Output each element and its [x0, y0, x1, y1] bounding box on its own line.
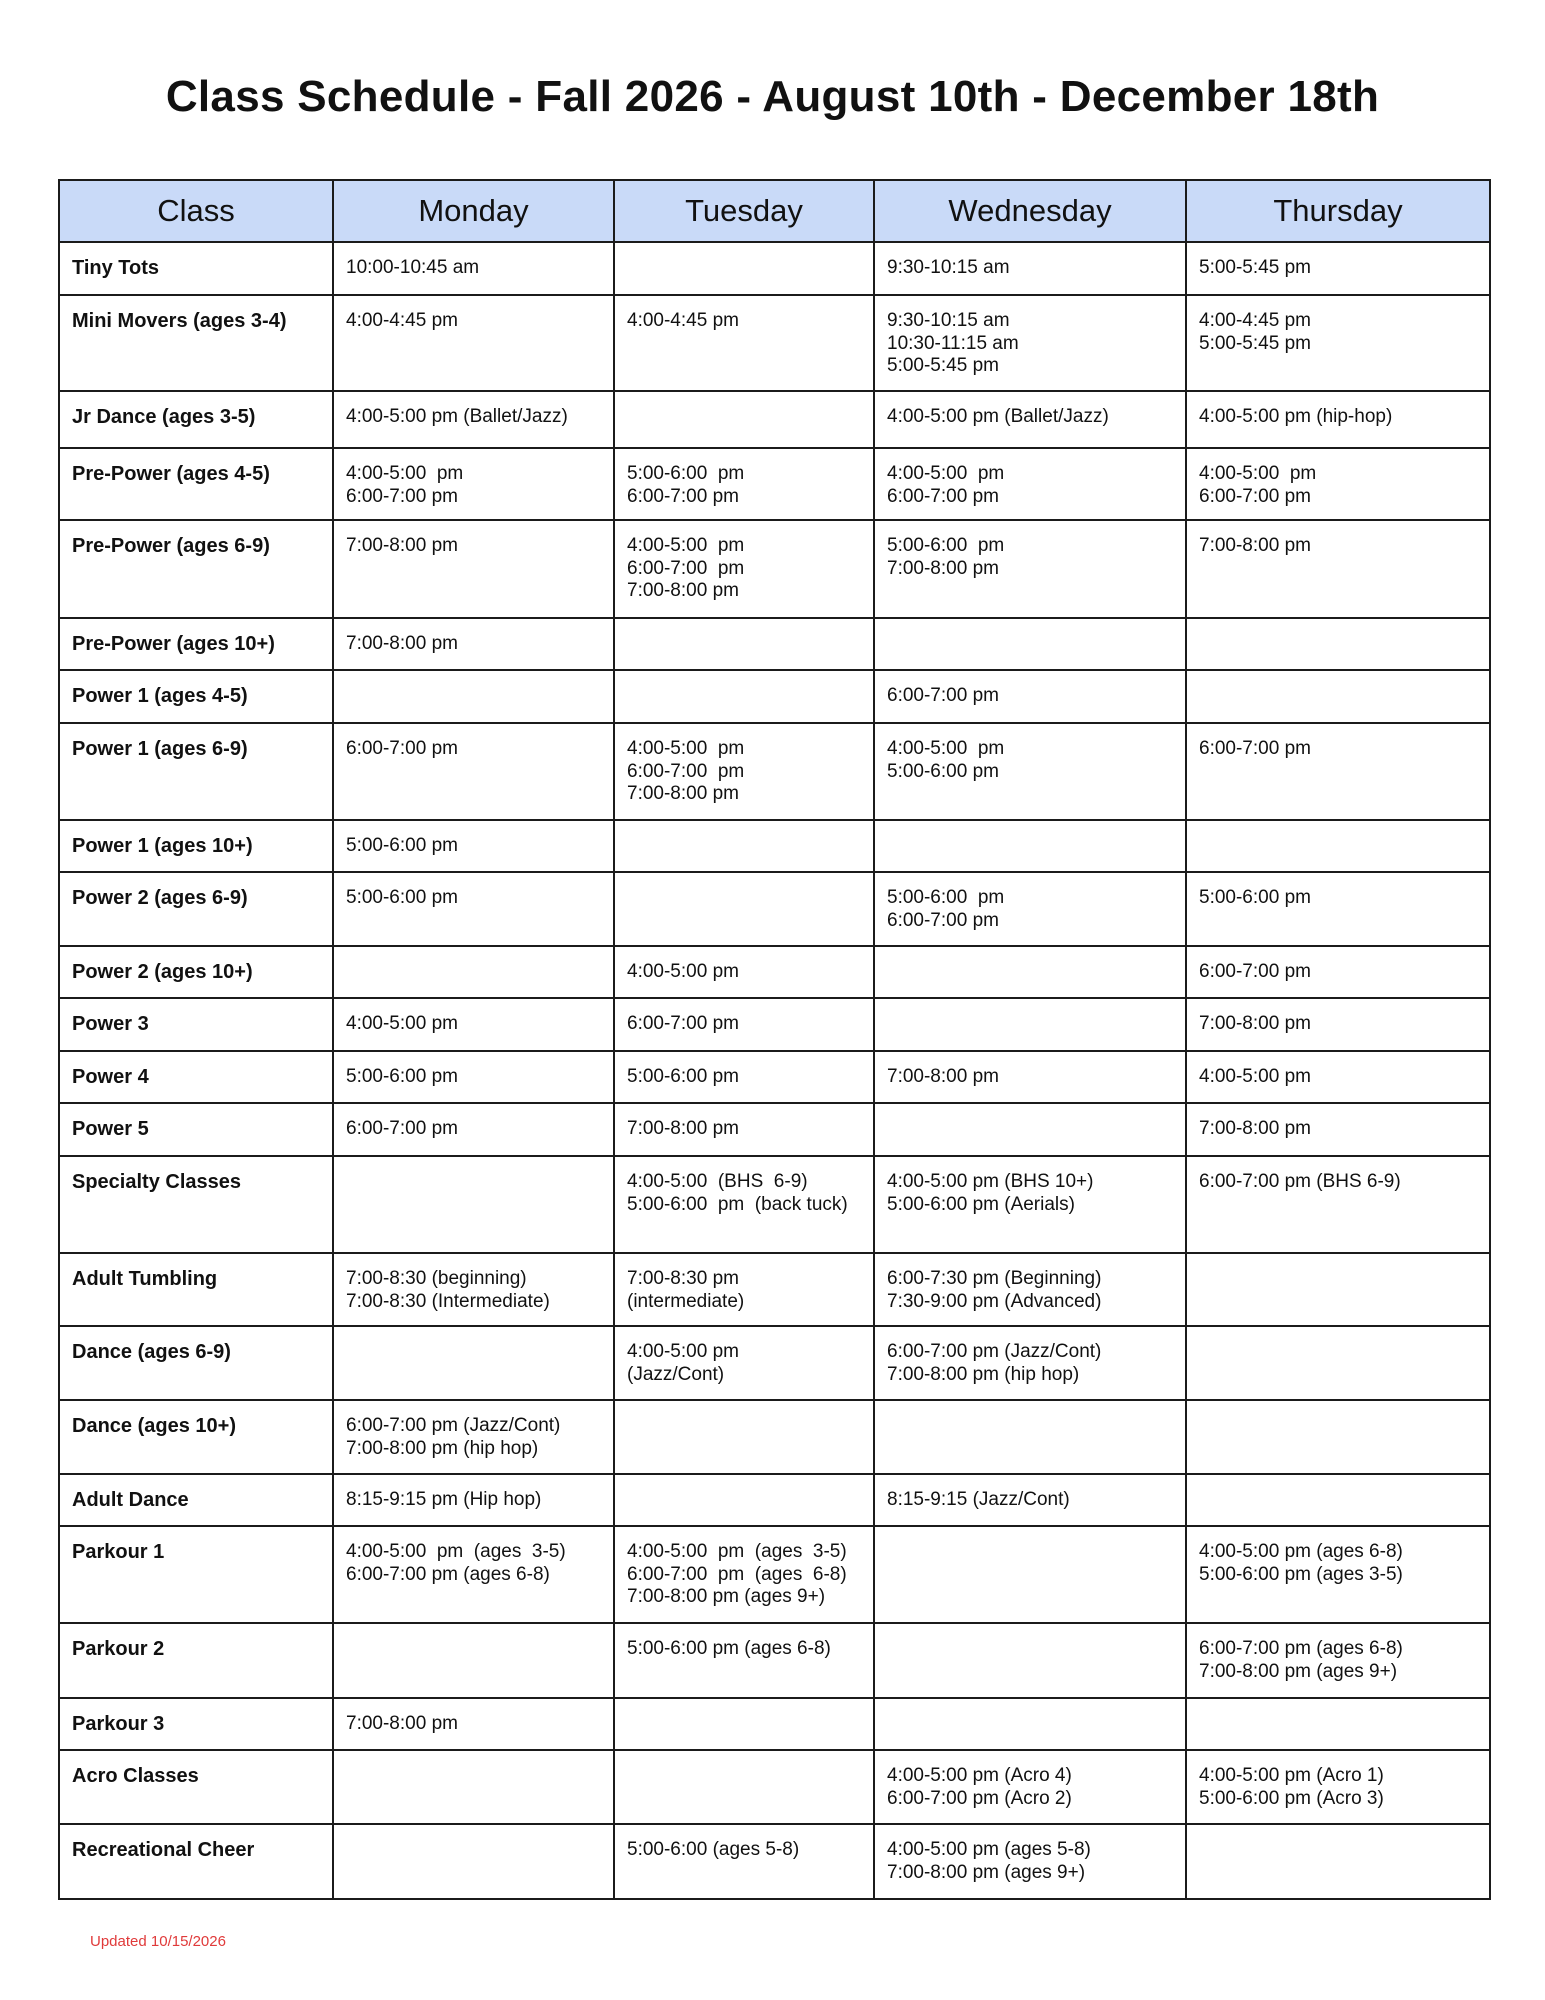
time-slot: 6:00-7:00 pm	[346, 738, 458, 759]
time-slot: 5:00-6:00 pm	[887, 887, 1005, 908]
time-slot: 4:00-5:00 pm (ages 3-5)	[627, 1541, 847, 1562]
schedule-cell-thursday	[1186, 946, 1490, 998]
schedule-cell-thursday	[1186, 1750, 1490, 1824]
time-slot: 7:00-8:00 pm	[627, 783, 739, 804]
schedule-cell-monday	[333, 1156, 614, 1253]
time-slot: 6:00-7:00 pm	[887, 685, 999, 706]
schedule-cell-wednesday	[874, 1526, 1186, 1623]
time-slot: 5:00-6:00 (ages 5-8)	[627, 1839, 800, 1860]
time-slot: 4:00-5:00 pm (Ballet/Jazz)	[887, 406, 1109, 427]
schedule-cell-tuesday	[614, 1400, 874, 1474]
schedule-cell-tuesday	[614, 391, 874, 448]
schedule-cell-tuesday	[614, 820, 874, 872]
column-header-thursday: Thursday	[1186, 180, 1490, 242]
time-slot: 7:00-8:00 pm (ages 9+)	[627, 1586, 826, 1607]
class-name-cell: Power 3	[59, 998, 333, 1051]
schedule-cell-thursday	[1186, 1051, 1490, 1103]
time-slot: 7:00-8:00 pm	[1199, 1013, 1311, 1034]
schedule-cell-wednesday	[874, 1051, 1186, 1103]
table-row	[59, 872, 1490, 946]
time-slot: 5:00-6:00 pm	[627, 1066, 739, 1087]
schedule-cell-thursday	[1186, 723, 1490, 820]
time-slot: (intermediate)	[627, 1290, 745, 1312]
time-slot: 6:00-7:00 pm (ages 6-8)	[346, 1563, 550, 1585]
schedule-cell-monday	[333, 1400, 614, 1474]
time-slot: 4:00-5:00 pm	[627, 961, 739, 982]
time-slot: 5:00-5:45 pm	[1199, 257, 1311, 278]
time-slot: 6:00-7:00 pm	[887, 485, 999, 507]
schedule-cell-tuesday	[614, 1156, 874, 1253]
time-slot: 7:00-8:30 (beginning)	[346, 1268, 527, 1289]
schedule-cell-tuesday	[614, 520, 874, 618]
schedule-cell-monday	[333, 448, 614, 520]
time-slot: 7:00-8:00 pm	[627, 580, 739, 601]
class-name-cell: Dance (ages 10+)	[59, 1400, 333, 1474]
time-slot: 7:00-8:00 pm	[887, 1066, 999, 1087]
schedule-cell-wednesday	[874, 670, 1186, 723]
time-slot: 4:00-5:00 pm (Ballet/Jazz)	[346, 406, 568, 427]
schedule-table	[58, 179, 1491, 1900]
time-slot: 6:00-7:00 pm	[346, 1118, 458, 1139]
schedule-cell-monday	[333, 670, 614, 723]
schedule-cell-thursday	[1186, 820, 1490, 872]
table-row	[59, 391, 1490, 448]
schedule-cell-thursday	[1186, 1623, 1490, 1698]
schedule-cell-wednesday	[874, 1253, 1186, 1326]
class-name-cell: Pre-Power (ages 10+)	[59, 618, 333, 670]
schedule-cell-thursday	[1186, 1824, 1490, 1899]
schedule-cell-monday	[333, 242, 614, 295]
schedule-cell-monday	[333, 1698, 614, 1750]
time-slot: 4:00-5:00 pm (ages 5-8)	[887, 1839, 1091, 1860]
table-row	[59, 1526, 1490, 1623]
time-slot: 4:00-5:00 pm (hip-hop)	[1199, 406, 1393, 427]
time-slot: 4:00-5:00 pm	[887, 463, 1005, 484]
schedule-cell-monday	[333, 998, 614, 1051]
class-name-cell: Parkour 3	[59, 1698, 333, 1750]
schedule-cell-wednesday	[874, 723, 1186, 820]
class-name-cell: Acro Classes	[59, 1750, 333, 1824]
table-row	[59, 1400, 1490, 1474]
time-slot: 7:00-8:30 pm	[627, 1268, 739, 1289]
time-slot: 4:00-5:00 pm (Acro 1)	[1199, 1765, 1384, 1786]
time-slot: 7:30-9:00 pm (Advanced)	[887, 1290, 1102, 1312]
time-slot: 6:00-7:00 pm	[1199, 485, 1311, 507]
schedule-cell-tuesday	[614, 1474, 874, 1526]
schedule-cell-wednesday	[874, 998, 1186, 1051]
schedule-cell-monday	[333, 520, 614, 618]
time-slot: 5:00-6:00 pm	[346, 887, 458, 908]
schedule-cell-monday	[333, 1051, 614, 1103]
time-slot: 5:00-6:00 pm	[887, 535, 1005, 556]
class-name-cell: Power 2 (ages 10+)	[59, 946, 333, 998]
time-slot: 5:00-6:00 pm (back tuck)	[627, 1193, 848, 1215]
class-name-cell: Power 2 (ages 6-9)	[59, 872, 333, 946]
schedule-cell-thursday	[1186, 1474, 1490, 1526]
schedule-cell-tuesday	[614, 1253, 874, 1326]
time-slot: 6:00-7:00 pm	[627, 485, 739, 507]
class-name-cell: Tiny Tots	[59, 242, 333, 295]
table-row	[59, 1698, 1490, 1750]
class-name-cell: Power 4	[59, 1051, 333, 1103]
time-slot: 6:00-7:00 pm (ages 6-8)	[627, 1563, 847, 1585]
schedule-cell-monday	[333, 1623, 614, 1698]
time-slot: 4:00-4:45 pm	[627, 310, 739, 331]
time-slot: 5:00-6:00 pm	[887, 760, 999, 782]
schedule-cell-wednesday	[874, 1474, 1186, 1526]
schedule-cell-wednesday	[874, 1156, 1186, 1253]
schedule-cell-thursday	[1186, 618, 1490, 670]
schedule-cell-tuesday	[614, 670, 874, 723]
schedule-cell-thursday	[1186, 242, 1490, 295]
class-name-cell: Power 1 (ages 6-9)	[59, 723, 333, 820]
class-name-cell: Jr Dance (ages 3-5)	[59, 391, 333, 448]
schedule-cell-wednesday	[874, 1326, 1186, 1400]
schedule-cell-monday	[333, 1103, 614, 1156]
time-slot: 7:00-8:00 pm (ages 9+)	[887, 1861, 1086, 1883]
time-slot: 4:00-5:00 pm	[627, 738, 745, 759]
table-row	[59, 1474, 1490, 1526]
schedule-cell-monday	[333, 1526, 614, 1623]
time-slot: 7:00-8:00 pm	[346, 535, 458, 556]
schedule-cell-tuesday	[614, 946, 874, 998]
schedule-cell-monday	[333, 1253, 614, 1326]
schedule-cell-monday	[333, 1750, 614, 1824]
schedule-cell-thursday	[1186, 295, 1490, 391]
schedule-cell-wednesday	[874, 295, 1186, 391]
time-slot: 5:00-6:00 pm (ages 3-5)	[1199, 1563, 1403, 1585]
schedule-cell-tuesday	[614, 448, 874, 520]
schedule-cell-tuesday	[614, 618, 874, 670]
schedule-cell-tuesday	[614, 1103, 874, 1156]
updated-note: Updated 10/15/2026	[90, 1933, 226, 1950]
time-slot: 6:00-7:00 pm (ages 6-8)	[1199, 1638, 1403, 1659]
time-slot: 7:00-8:00 pm (ages 9+)	[1199, 1660, 1398, 1682]
column-header-wednesday: Wednesday	[874, 180, 1186, 242]
time-slot: 9:30-10:15 am	[887, 257, 1010, 278]
schedule-cell-wednesday	[874, 1623, 1186, 1698]
time-slot: 5:00-6:00 pm	[1199, 887, 1311, 908]
schedule-cell-monday	[333, 295, 614, 391]
schedule-cell-wednesday	[874, 1698, 1186, 1750]
time-slot: 7:00-8:00 pm	[346, 633, 458, 654]
time-slot: 4:00-5:00 (BHS 6-9)	[627, 1171, 808, 1192]
schedule-cell-monday	[333, 723, 614, 820]
table-row	[59, 242, 1490, 295]
class-name-cell: Mini Movers (ages 3-4)	[59, 295, 333, 391]
time-slot: 7:00-8:00 pm	[346, 1713, 458, 1734]
class-name-cell: Parkour 2	[59, 1623, 333, 1698]
table-row	[59, 670, 1490, 723]
schedule-cell-tuesday	[614, 295, 874, 391]
schedule-body	[59, 242, 1490, 1899]
schedule-cell-tuesday	[614, 723, 874, 820]
class-name-cell: Power 1 (ages 10+)	[59, 820, 333, 872]
time-slot: 7:00-8:00 pm	[1199, 1118, 1311, 1139]
time-slot: 10:30-11:15 am	[887, 332, 1019, 354]
schedule-cell-tuesday	[614, 1824, 874, 1899]
table-row	[59, 998, 1490, 1051]
time-slot: 9:30-10:15 am	[887, 310, 1010, 331]
time-slot: 4:00-5:00 pm	[627, 1341, 739, 1362]
time-slot: 4:00-5:00 pm (Acro 4)	[887, 1765, 1072, 1786]
time-slot: 4:00-5:00 pm	[627, 535, 745, 556]
class-name-cell: Specialty Classes	[59, 1156, 333, 1253]
time-slot: 5:00-6:00 pm	[346, 835, 458, 856]
time-slot: 4:00-5:00 pm	[1199, 463, 1317, 484]
schedule-cell-wednesday	[874, 520, 1186, 618]
table-row	[59, 1156, 1490, 1253]
table-row	[59, 448, 1490, 520]
time-slot: 7:00-8:30 (Intermediate)	[346, 1290, 550, 1312]
table-row	[59, 1326, 1490, 1400]
table-row	[59, 520, 1490, 618]
class-name-cell: Dance (ages 6-9)	[59, 1326, 333, 1400]
time-slot: 10:00-10:45 am	[346, 257, 480, 278]
schedule-cell-tuesday	[614, 872, 874, 946]
schedule-cell-thursday	[1186, 1326, 1490, 1400]
class-name-cell: Adult Dance	[59, 1474, 333, 1526]
time-slot: 4:00-5:00 pm	[887, 738, 1005, 759]
time-slot: 6:00-7:00 pm	[627, 557, 745, 579]
schedule-cell-monday	[333, 618, 614, 670]
time-slot: (Jazz/Cont)	[627, 1363, 725, 1385]
time-slot: 6:00-7:00 pm	[1199, 961, 1311, 982]
page-title: Class Schedule - Fall 2026 - August 10th - December 18th	[165, 72, 1380, 121]
schedule-cell-wednesday	[874, 1750, 1186, 1824]
schedule-cell-wednesday	[874, 872, 1186, 946]
schedule-cell-monday	[333, 391, 614, 448]
schedule-cell-thursday	[1186, 1526, 1490, 1623]
schedule-cell-tuesday	[614, 1526, 874, 1623]
schedule-cell-thursday	[1186, 872, 1490, 946]
time-slot: 4:00-4:45 pm	[1199, 310, 1311, 331]
time-slot: 5:00-5:45 pm	[1199, 332, 1311, 354]
table-row	[59, 1103, 1490, 1156]
table-row	[59, 1051, 1490, 1103]
schedule-cell-thursday	[1186, 520, 1490, 618]
schedule-cell-thursday	[1186, 1156, 1490, 1253]
schedule-cell-wednesday	[874, 820, 1186, 872]
class-name-cell: Adult Tumbling	[59, 1253, 333, 1326]
time-slot: 5:00-6:00 pm	[627, 463, 745, 484]
schedule-cell-wednesday	[874, 391, 1186, 448]
schedule-cell-monday	[333, 1474, 614, 1526]
time-slot: 7:00-8:00 pm	[627, 1118, 739, 1139]
schedule-cell-thursday	[1186, 1253, 1490, 1326]
schedule-cell-monday	[333, 1824, 614, 1899]
schedule-cell-wednesday	[874, 1824, 1186, 1899]
time-slot: 4:00-5:00 pm	[346, 1013, 458, 1034]
time-slot: 6:00-7:00 pm (Jazz/Cont)	[887, 1341, 1102, 1362]
table-row	[59, 295, 1490, 391]
schedule-cell-tuesday	[614, 1051, 874, 1103]
time-slot: 7:00-8:00 pm	[1199, 535, 1311, 556]
schedule-cell-thursday	[1186, 448, 1490, 520]
schedule-cell-wednesday	[874, 946, 1186, 998]
class-name-cell: Pre-Power (ages 6-9)	[59, 520, 333, 618]
time-slot: 5:00-6:00 pm	[346, 1066, 458, 1087]
time-slot: 4:00-5:00 pm	[346, 463, 464, 484]
time-slot: 6:00-7:00 pm (Acro 2)	[887, 1787, 1072, 1809]
schedule-cell-tuesday	[614, 998, 874, 1051]
class-name-cell: Power 1 (ages 4-5)	[59, 670, 333, 723]
schedule-cell-wednesday	[874, 242, 1186, 295]
time-slot: 6:00-7:00 pm	[887, 909, 999, 931]
schedule-cell-tuesday	[614, 1750, 874, 1824]
column-header-monday: Monday	[333, 180, 614, 242]
time-slot: 6:00-7:00 pm (BHS 6-9)	[1199, 1171, 1401, 1192]
schedule-cell-wednesday	[874, 448, 1186, 520]
column-header-class: Class	[59, 180, 333, 242]
time-slot: 4:00-4:45 pm	[346, 310, 458, 331]
schedule-cell-tuesday	[614, 1326, 874, 1400]
time-slot: 5:00-6:00 pm (Acro 3)	[1199, 1787, 1384, 1809]
schedule-cell-thursday	[1186, 1400, 1490, 1474]
schedule-cell-tuesday	[614, 242, 874, 295]
table-row	[59, 946, 1490, 998]
time-slot: 4:00-5:00 pm (ages 3-5)	[346, 1541, 566, 1562]
schedule-cell-monday	[333, 820, 614, 872]
time-slot: 6:00-7:00 pm	[627, 760, 745, 782]
time-slot: 5:00-5:45 pm	[887, 355, 999, 376]
class-name-cell: Parkour 1	[59, 1526, 333, 1623]
schedule-cell-monday	[333, 872, 614, 946]
time-slot: 4:00-5:00 pm (BHS 10+)	[887, 1171, 1094, 1192]
schedule-cell-thursday	[1186, 998, 1490, 1051]
header-row	[59, 180, 1490, 242]
time-slot: 7:00-8:00 pm (hip hop)	[887, 1363, 1080, 1385]
class-name-cell: Power 5	[59, 1103, 333, 1156]
time-slot: 6:00-7:30 pm (Beginning)	[887, 1268, 1102, 1289]
table-row	[59, 1824, 1490, 1899]
schedule-cell-monday	[333, 946, 614, 998]
table-row	[59, 1623, 1490, 1698]
time-slot: 6:00-7:00 pm	[627, 1013, 739, 1034]
schedule-cell-wednesday	[874, 618, 1186, 670]
schedule-cell-monday	[333, 1326, 614, 1400]
table-row	[59, 1253, 1490, 1326]
time-slot: 5:00-6:00 pm (ages 6-8)	[627, 1638, 831, 1659]
time-slot: 8:15-9:15 pm (Hip hop)	[346, 1489, 542, 1510]
time-slot: 6:00-7:00 pm	[346, 485, 458, 507]
time-slot: 6:00-7:00 pm	[1199, 738, 1311, 759]
class-name-cell: Recreational Cheer	[59, 1824, 333, 1899]
table-row	[59, 618, 1490, 670]
time-slot: 8:15-9:15 (Jazz/Cont)	[887, 1489, 1070, 1510]
schedule-cell-thursday	[1186, 1103, 1490, 1156]
schedule-cell-wednesday	[874, 1103, 1186, 1156]
time-slot: 4:00-5:00 pm	[1199, 1066, 1311, 1087]
schedule-cell-thursday	[1186, 670, 1490, 723]
table-row	[59, 723, 1490, 820]
schedule-cell-tuesday	[614, 1623, 874, 1698]
table-row	[59, 820, 1490, 872]
schedule-cell-thursday	[1186, 391, 1490, 448]
schedule-cell-tuesday	[614, 1698, 874, 1750]
time-slot: 7:00-8:00 pm (hip hop)	[346, 1437, 539, 1459]
time-slot: 6:00-7:00 pm (Jazz/Cont)	[346, 1415, 561, 1436]
table-row	[59, 1750, 1490, 1824]
column-header-tuesday: Tuesday	[614, 180, 874, 242]
schedule-cell-wednesday	[874, 1400, 1186, 1474]
time-slot: 4:00-5:00 pm (ages 6-8)	[1199, 1541, 1403, 1562]
time-slot: 5:00-6:00 pm (Aerials)	[887, 1193, 1075, 1215]
time-slot: 7:00-8:00 pm	[887, 557, 999, 579]
class-name-cell: Pre-Power (ages 4-5)	[59, 448, 333, 520]
schedule-cell-thursday	[1186, 1698, 1490, 1750]
